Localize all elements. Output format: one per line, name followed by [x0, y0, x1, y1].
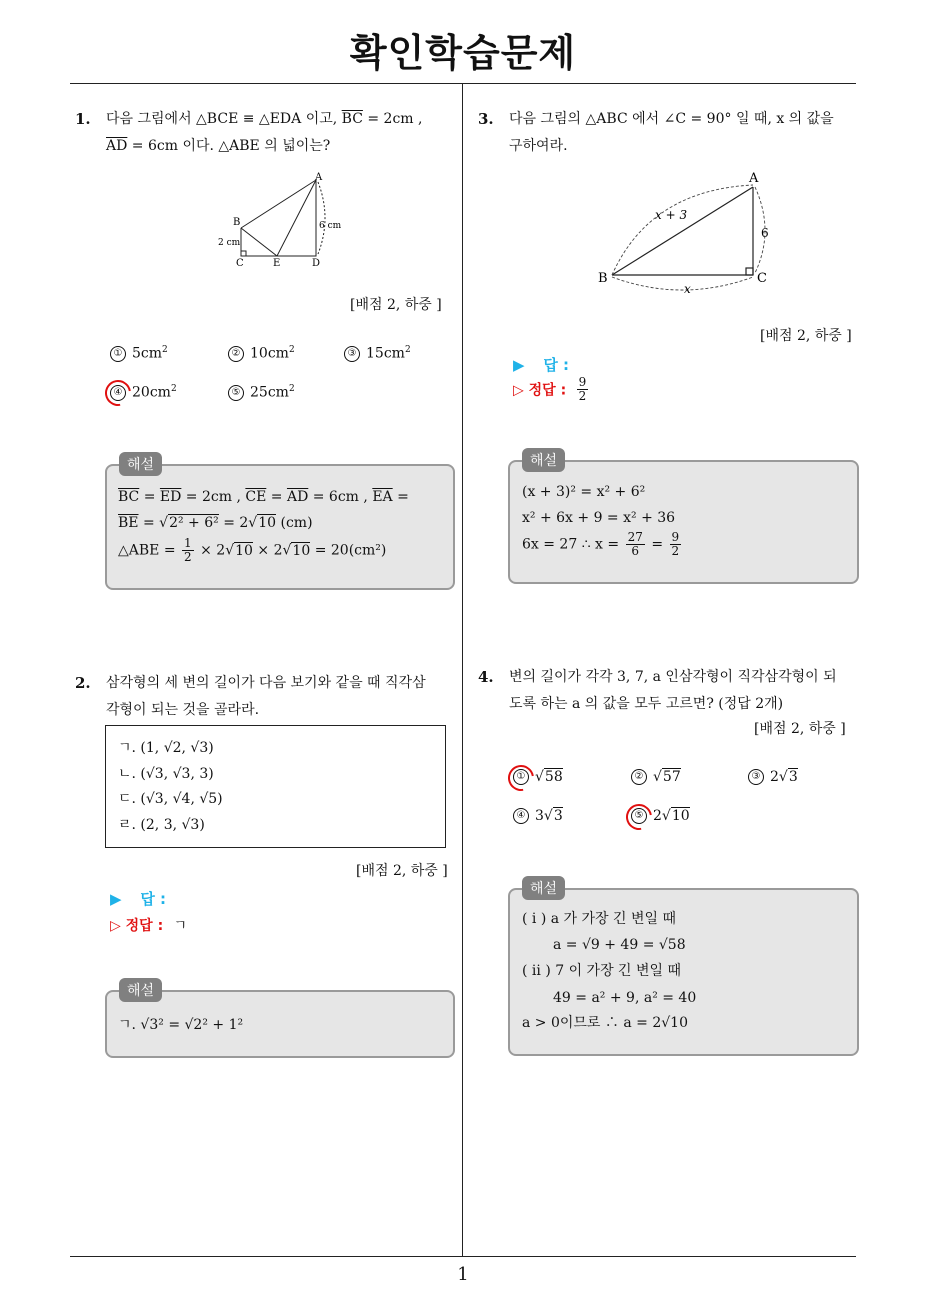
q1-choice-2[interactable]: [228, 345, 295, 362]
q3-sol-t2: =: [646, 536, 668, 553]
q3-correct-row: [513, 376, 590, 403]
q1-sol-t5: =: [392, 489, 409, 505]
q1-choice-4-sup: 2: [170, 384, 177, 394]
q1-sol-radicand3: 10: [235, 542, 253, 559]
q2-question: [106, 670, 458, 724]
q1-choice-5[interactable]: [228, 384, 295, 401]
q1-choice-3-num: ③: [344, 346, 360, 362]
q4-question: [509, 664, 861, 718]
q1-figure: [210, 168, 360, 268]
q1-line1: [106, 106, 456, 133]
q3-figure: [590, 165, 780, 300]
q1-choice-1-val: 5cm: [132, 345, 163, 362]
page-number: 1: [457, 1264, 469, 1285]
q3-line1: 다음 그림의 △ABC 에서 ∠C = 90° 일 때, x 의 값을: [509, 111, 834, 127]
q3-sol-frac1: [626, 531, 645, 558]
q4-line1: 변의 길이가 각각 3, 7, a 인삼각형이 직각삼각형이 되: [509, 669, 837, 685]
q1-sol-frac-den: 2: [184, 550, 192, 564]
q1-sol-seg-ed: $\overline{ED}$: [159, 489, 182, 505]
q1-sol-t6: = √: [138, 515, 169, 531]
q4-number: 4.: [478, 668, 494, 686]
q3-fig-hyp: x + 3: [655, 208, 688, 222]
q3-sol-frac2-num: 9: [671, 530, 680, 544]
q4-solution-tag: 해설: [522, 876, 565, 900]
q3-answer-label: 답 :: [543, 356, 570, 374]
q3-sol-line1: (x + 3)² = x² + 6²: [522, 484, 646, 500]
q4-choice-4-num: ④: [513, 808, 529, 824]
q3-sol-line2: x² + 6x + 9 = x² + 36: [522, 510, 676, 526]
footer-rule: [70, 1256, 856, 1257]
q1-fig-len-bc: 2 cm: [218, 238, 241, 248]
q1-sol-frac-num: 1: [184, 536, 192, 550]
q1-fig-label-d: D: [312, 258, 321, 268]
q1-sol-radicand4: 10: [292, 542, 311, 559]
q3-sol-frac1-num: 27: [627, 530, 643, 544]
q2-bogi-2: ㄴ. (√3, √3, 3): [118, 766, 214, 782]
q4-sol-line2: a = √9 + 49 = √58: [553, 937, 686, 953]
q4-sol-line3: ( ii ) 7 이 가장 긴 변일 때: [522, 963, 682, 979]
q1-choice-5-sup: 2: [288, 384, 295, 394]
q1-sol-line1: [118, 484, 409, 510]
q3-fig-label-c: C: [757, 271, 767, 286]
q1-sol-seg-ce: $\overline{CE}$: [245, 489, 267, 505]
q1-sol-seg-bc: $\overline{BC}$: [118, 489, 140, 505]
q4-choice-5-coef: 2: [653, 808, 662, 824]
q4-choice-5-rad: 10: [671, 808, 690, 824]
q1-choice-2-sup: 2: [288, 345, 295, 355]
q2-line1: 삼각형의 세 변의 길이가 다음 보기와 같을 때 직각삼: [106, 675, 426, 691]
q3-solution-tag: 해설: [522, 448, 565, 472]
q2-correct-row: [110, 915, 187, 935]
q1-choice-4-num: ④: [110, 385, 126, 401]
q3-sol-line3: [522, 531, 683, 558]
q4-score: [배점 2, 하중 ]: [754, 721, 846, 737]
q1-fig-label-c: C: [236, 258, 244, 268]
q1-fig-label-b: B: [233, 217, 241, 228]
q1-answer-mark: [100, 375, 136, 411]
q1-choice-1-sup: 2: [162, 345, 168, 355]
q3-question: [509, 106, 861, 160]
q1-sol-t7: = 2√: [218, 515, 258, 531]
q3-number: 3.: [478, 110, 494, 128]
q1-sol-frac: [182, 537, 194, 564]
q2-answer-label: 답 :: [140, 890, 167, 908]
q1-score: [배점 2, 하중 ]: [350, 297, 442, 313]
q4-line2: 도록 하는 a 의 값을 모두 고르면? (정답 2개): [509, 696, 784, 712]
q3-answer-row: [513, 354, 569, 375]
q2-number: 2.: [75, 674, 91, 692]
q4-choice-1-rad: 58: [544, 769, 563, 785]
q4-choice-4-rad: 3: [553, 808, 563, 824]
q1-choice-2-num: ②: [228, 346, 244, 362]
q3-sol-frac1-den: 6: [631, 544, 640, 558]
q1-fig-len-ad: 6 cm: [319, 221, 342, 231]
q4-choice-2[interactable]: ② √57: [631, 769, 681, 785]
q1-fig-label-a: A: [315, 172, 323, 183]
q1-choice-5-val: 25cm: [250, 384, 289, 401]
q1-number: 1.: [75, 110, 91, 128]
q4-choice-3-num: ③: [748, 769, 764, 785]
q1-sol-t1: =: [139, 489, 160, 505]
q3-fig-label-a: A: [749, 171, 759, 186]
q1-solution-tag: 해설: [119, 452, 162, 476]
q1-seg-ad: $\overline{AD}$: [106, 138, 128, 154]
q2-sol-line1: ㄱ. √3² = √2² + 1²: [118, 1017, 244, 1033]
q1-sol-t8: (cm): [276, 515, 313, 531]
q2-bogi-1: ㄱ. (1, √2, √3): [118, 740, 214, 756]
q4-choice-3-rad: 3: [788, 769, 798, 785]
q1-choice-3[interactable]: [344, 345, 411, 362]
q1-fig-label-e: E: [273, 258, 281, 268]
q3-fig-label-b: B: [598, 271, 608, 286]
q2-correct-label: ▷ 정답 :: [110, 918, 164, 934]
q4-choice-4-coef: 3: [535, 808, 544, 824]
q2-correct-value: ㄱ: [173, 918, 188, 934]
q1-choice-1[interactable]: [110, 345, 168, 362]
q2-answer-arrow-icon: ▶: [110, 890, 122, 908]
q2-bogi-4: ㄹ. (2, 3, √3): [118, 817, 205, 833]
q1-seg-bc: $\overline{BC}$: [341, 111, 363, 127]
q4-choice-5-num: ⑤: [631, 808, 647, 824]
q1-choice-3-sup: 2: [404, 345, 411, 355]
q1-question: [106, 106, 456, 160]
q3-sol-t1: 6x = 27 ∴ x =: [522, 536, 624, 553]
q1-sol-seg-ea: $\overline{EA}$: [372, 489, 393, 505]
column-divider: [462, 84, 463, 1256]
page-title: 확인학습문제: [349, 31, 577, 75]
q1-sol-t2: = 2cm ,: [181, 489, 246, 505]
q3-sol-frac2-den: 2: [671, 544, 680, 558]
q3-correct-den: 2: [578, 389, 587, 403]
q1-text-c: = 6cm 이다. △ABE 의 넓이는?: [127, 138, 331, 154]
q2-score: [배점 2, 하중 ]: [356, 863, 448, 879]
q1-sol-t3: =: [266, 489, 287, 505]
q1-sol-seg-ad: $\overline{AD}$: [286, 489, 309, 505]
q1-choice-4-val: 20cm: [132, 384, 171, 401]
q3-score: [배점 2, 하중 ]: [760, 328, 852, 344]
q3-fig-base: x: [684, 282, 691, 296]
q3-fig-side: 6: [761, 226, 769, 240]
q4-choice-1[interactable]: ① √58: [513, 769, 563, 785]
q1-sol-t9: △ABE =: [118, 542, 181, 559]
q3-correct-frac: [577, 376, 589, 403]
q1-sol-t10: × 2√: [195, 542, 235, 559]
q1-choice-1-num: ①: [110, 346, 126, 362]
q1-line2: [106, 133, 456, 160]
q1-text-a: 다음 그림에서 △BCE ≡ △EDA 이고,: [106, 111, 342, 127]
q3-correct-num: 9: [578, 375, 587, 389]
q4-choice-3-coef: 2: [770, 769, 779, 785]
q1-sol-radicand2: 10: [258, 515, 277, 531]
q4-answer-mark-2: [621, 799, 657, 835]
q1-choice-3-val: 15cm: [366, 345, 405, 362]
q4-choice-2-num: ②: [631, 769, 647, 785]
q1-sol-seg-be: $\overline{BE}$: [118, 515, 139, 531]
header-rule: [70, 83, 856, 84]
q4-choice-2-rad: 57: [662, 769, 681, 785]
q2-line2: 각형이 되는 것을 골라라.: [106, 702, 260, 718]
q1-sol-line2: [118, 510, 313, 536]
q1-sol-t11: × 2√: [252, 542, 292, 559]
q3-sol-frac2: [670, 531, 682, 558]
q4-sol-line4: 49 = a² + 9, a² = 40: [553, 990, 697, 1006]
q2-solution-tag: 해설: [119, 978, 162, 1002]
q4-answer-mark-1: [503, 760, 539, 796]
q1-sol-t12: = 20(cm²): [310, 542, 387, 559]
q3-answer-arrow-icon: ▶: [513, 356, 525, 374]
q1-choice-5-num: ⑤: [228, 385, 244, 401]
q2-answer-row: [110, 888, 166, 909]
q4-choice-1-num: ①: [513, 769, 529, 785]
q4-choice-3[interactable]: ③ 2√3: [748, 769, 798, 785]
q3-correct-label: ▷ 정답 :: [513, 382, 567, 399]
q4-sol-line5: a > 0이므로 ∴ a = 2√10: [522, 1015, 688, 1031]
q1-choice-2-val: 10cm: [250, 345, 289, 362]
q1-text-b: = 2cm ,: [362, 111, 423, 127]
q4-choice-4[interactable]: ④ 3√3: [513, 808, 563, 824]
q3-line2: 구하여라.: [509, 138, 568, 154]
q1-sol-line3: [118, 537, 386, 564]
q4-sol-line1: ( i ) a 가 가장 긴 변일 때: [522, 911, 677, 927]
q4-choice-5[interactable]: ⑤ 2√10: [631, 808, 690, 824]
q1-sol-t4: = 6cm ,: [308, 489, 373, 505]
q1-sol-radicand: 2² + 6²: [169, 515, 219, 531]
q2-bogi-3: ㄷ. (√3, √4, √5): [118, 791, 223, 807]
